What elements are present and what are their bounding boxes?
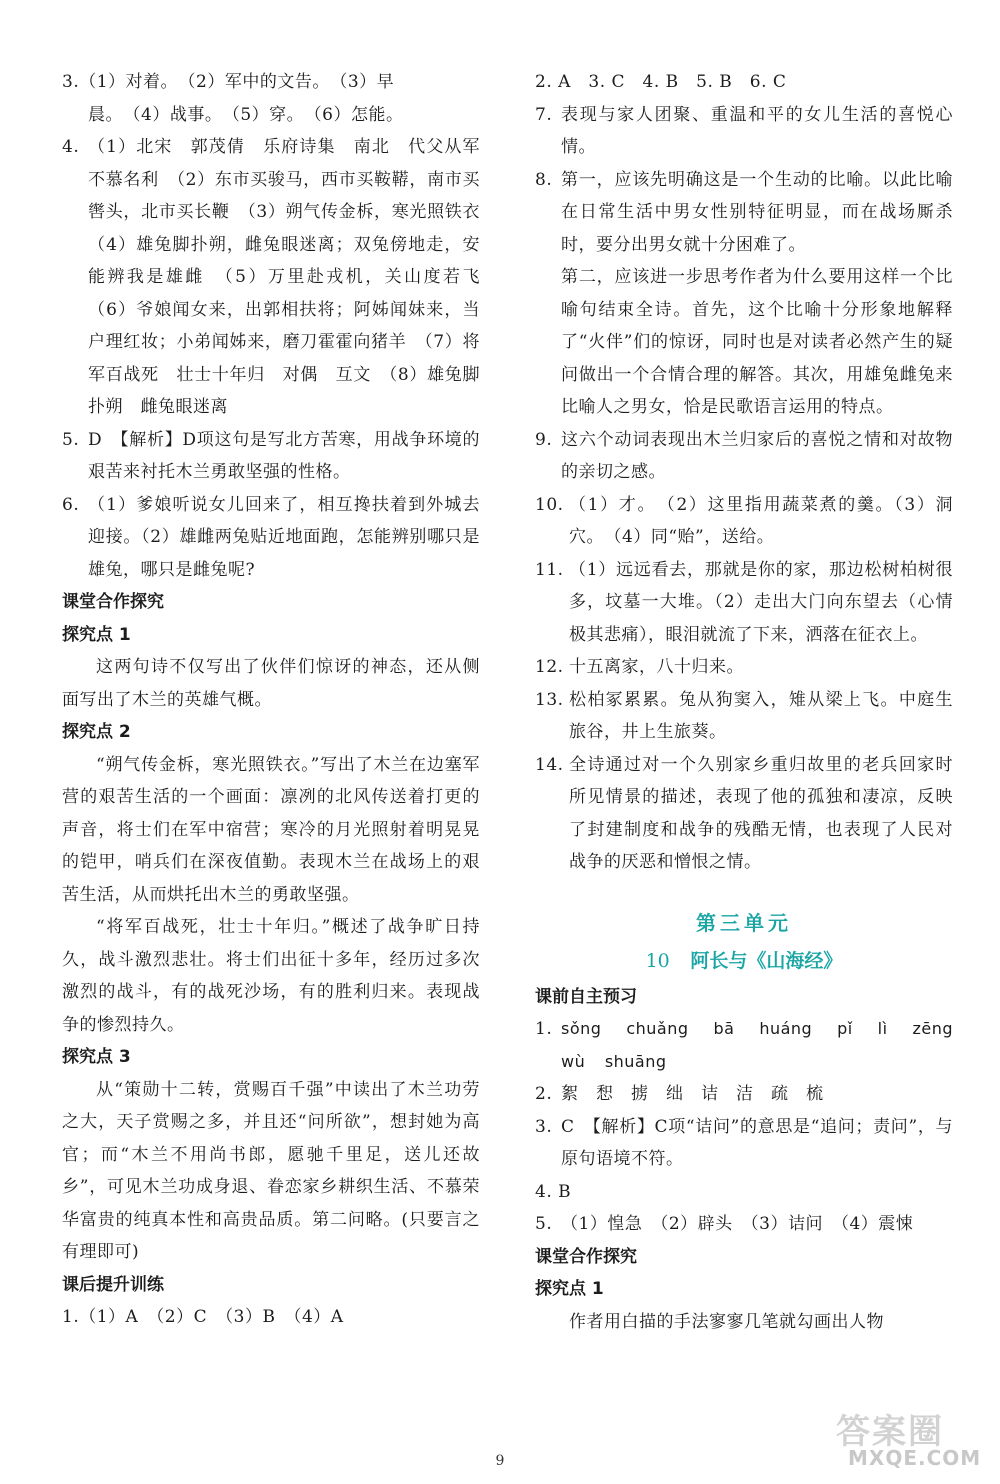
answer-4-number: 4. xyxy=(62,137,80,157)
lesson-number: 10 xyxy=(645,949,670,972)
answer-14-number: 14. xyxy=(535,754,564,775)
preview-answer-5 xyxy=(535,1208,953,1241)
answer-8-text: 第一，应该先明确这是一个生动的比喻。以此比喻在日常生活中男女性别特征明显，而在战场厮杀时，要分出男女就十分困难了。 xyxy=(561,169,953,255)
preview-answer-5-text: （1）惶急 （2）辟头 （3）诘问 （4）震悚 xyxy=(561,1214,914,1234)
section-heading-preview: 课前自主预习 xyxy=(535,986,637,1007)
watermark-logo xyxy=(826,1404,982,1474)
preview-answer-3 xyxy=(535,1111,953,1176)
right-column xyxy=(535,66,953,1338)
answer-13 xyxy=(535,684,953,749)
answer-10-text: （1）才。 （2）这里指用蔬菜煮的羹。（3）洞穴。 （4）同“贻”，送给。 xyxy=(569,494,953,547)
answer-12-number: 12. xyxy=(535,657,564,677)
answer-10 xyxy=(535,489,953,554)
explore-point-2-paragraph-2: “将军百战死，壮士十年归。”概述了战争旷日持久，战斗激烈悲壮。将士们出征十多年，经历过多次激烈的战斗，有的战死沙场，有的胜利归来。表现战争的惨烈持久。 xyxy=(62,917,480,1035)
preview-answer-4: 4. B xyxy=(535,1181,572,1202)
watermark-text: 答案圈 xyxy=(836,1412,944,1452)
explore-point-1b-heading: 探究点 1 xyxy=(535,1279,604,1299)
answer-3-line2: 晨。 （4）战事。 （5）穿。 （6）怎能。 xyxy=(88,104,404,125)
explore-point-2-paragraph-1: “朔气传金柝，寒光照铁衣。”写出了木兰在边塞军营的艰苦生活的一个画面：凛冽的北风传送着打更的声音，将士们在军中宿营；寒冷的月光照射着明晃晃的铠甲，哨兵们在深夜值勤。表现木兰在战场上的艰苦生活，从而烘托出木兰的勇敢坚强。 xyxy=(62,754,480,905)
lesson-name: 阿长与《山海经》 xyxy=(690,949,843,972)
answer-6-number: 6. xyxy=(62,494,80,515)
answer-7-text: 表现与家人团聚、重温和平的女儿生活的喜悦心情。 xyxy=(561,104,953,157)
answer-9 xyxy=(535,424,953,489)
preview-answer-1-pinyin: sǒng chuǎng bā huáng pǐ lì zēng wù shuāng xyxy=(561,1019,953,1071)
answer-5-text: D 【解析】D项这句是写北方苦寒，用战争环境的艰苦来衬托木兰勇敢坚强的性格。 xyxy=(88,429,480,482)
answer-4-text: （1）北宋 郭茂倩 乐府诗集 南北 代父从军 不慕名利 （2）东市买骏马，西市买鞍鞯，南市买辔头，北市买长鞭 （3）朔气传金柝，寒光照铁衣 （4）雄兔脚扑朔，雌兔眼迷离；双兔傍地走，安能辨我是雄雌 （5）万里赴戎机，关山度若飞 （6）爷娘闻女来，出郭相扶将；阿姊闻妹来，当户理红妆；小弟闻姊来，磨刀霍霍向猪羊 （7）将军百战死 壮士十年归 对偶 互文 （8）雄兔脚扑朔 雌兔眼迷离 xyxy=(88,137,498,417)
answer-12-text: 十五离家，八十归来。 xyxy=(569,657,744,677)
section-heading-classroom-2: 课堂合作探究 xyxy=(535,1246,637,1267)
answer-5-number: 5. xyxy=(62,429,80,450)
explore-point-1-text: 这两句诗不仅写出了伙伴们惊讶的神态，还从侧面写出了木兰的英雄气概。 xyxy=(62,657,480,710)
answer-9-text: 这六个动词表现出木兰归家后的喜悦之情和对故物的亲切之感。 xyxy=(561,429,953,482)
answer-7-number: 7. xyxy=(535,104,553,125)
preview-answer-2 xyxy=(535,1078,953,1111)
explore-point-1b-text: 作者用白描的手法寥寥几笔就勾画出人物 xyxy=(569,1311,884,1332)
preview-answer-3-text: C 【解析】C项“诘问”的意思是“追问；责问”，与原句语境不符。 xyxy=(561,1116,953,1169)
preview-answer-5-number: 5. xyxy=(535,1214,553,1234)
preview-answer-1-number: 1. xyxy=(535,1019,553,1039)
preview-answer-2-number: 2. xyxy=(535,1084,553,1104)
answer-6 xyxy=(62,489,480,587)
after-answer-1: 1.（1）A （2）C （3）B （4）A xyxy=(62,1307,344,1327)
answer-12 xyxy=(535,651,953,684)
answer-5 xyxy=(62,424,480,489)
preview-answer-3-number: 3. xyxy=(535,1116,553,1137)
answer-2-6: 2. A 3. C 4. B 5. B 6. C xyxy=(535,72,787,92)
section-heading-after-class: 课后提升训练 xyxy=(62,1274,164,1295)
answer-11 xyxy=(535,554,953,652)
preview-answer-2-text: 絮 惒 掳 绌 诘 洁 疏 梳 xyxy=(561,1084,824,1104)
answer-8-number: 8. xyxy=(535,169,553,190)
watermark-url: MXQE.COM xyxy=(848,1446,982,1470)
answer-7 xyxy=(535,99,953,164)
section-heading-classroom: 课堂合作探究 xyxy=(62,592,164,612)
left-column xyxy=(62,66,498,1334)
answer-14 xyxy=(535,749,953,879)
explore-point-2-heading: 探究点 2 xyxy=(62,722,131,742)
answer-13-text: 松柏冢累累。兔从狗窦入，雉从梁上飞。中庭生旅谷，井上生旅葵。 xyxy=(569,689,953,742)
answer-3-line1: 3.（1）对着。 （2）军中的文告。 （3）早 xyxy=(62,72,395,92)
answer-8 xyxy=(535,164,953,262)
unit-title: 第三单元 xyxy=(696,910,792,935)
explore-point-3-text: 从“策勋十二转，赏赐百千强”中读出了木兰功劳之大，天子赏赐之多，并且还“问所欲”，想封她为高官；而“木兰不用尚书郎，愿驰千里足，送儿还故乡”，可见木兰功成身退、眷恋家乡耕织生活、不慕荣华富贵的纯真本性和高贵品质。第二问略。(只要言之有理即可) xyxy=(62,1079,480,1262)
answer-4 xyxy=(62,131,498,424)
explore-point-1-heading: 探究点 1 xyxy=(62,624,131,645)
answer-6-text: （1）爹娘听说女儿回来了，相互搀扶着到外城去迎接。（2）雄雌两兔贴近地面跑，怎能辨别哪只是雄兔，哪只是雌兔呢? xyxy=(88,494,480,580)
answer-14-text: 全诗通过对一个久别家乡重归故里的老兵回家时所见情景的描述，表现了他的孤独和凄凉，反映了封建制度和战争的残酷无情，也表现了人民对战争的厌恶和憎恨之情。 xyxy=(569,754,953,872)
answer-9-number: 9. xyxy=(535,429,553,450)
preview-answer-1 xyxy=(535,1013,953,1078)
answer-11-text: （1）远远看去，那就是你的家，那边松树柏树很多，坟墓一大堆。（2）走出大门向东望去（心情极其悲痛），眼泪就流了下来，洒落在征衣上。 xyxy=(569,559,953,645)
answer-10-number: 10. xyxy=(535,494,564,515)
page-number: 9 xyxy=(495,1453,505,1469)
answer-11-number: 11. xyxy=(535,559,564,580)
explore-point-3-heading: 探究点 3 xyxy=(62,1047,131,1067)
answer-8-text-2: 第二，应该进一步思考作者为什么要用这样一个比喻句结束全诗。首先，这个比喻十分形象地解释了“火伴”们的惊讶，同时也是对读者必然产生的疑问做出一个合情合理的解答。其次，用雄兔雌兔来比喻人之男女，恰是民歌语言运用的特点。 xyxy=(561,267,953,417)
lesson-title xyxy=(535,946,953,973)
answer-13-number: 13. xyxy=(535,689,564,710)
